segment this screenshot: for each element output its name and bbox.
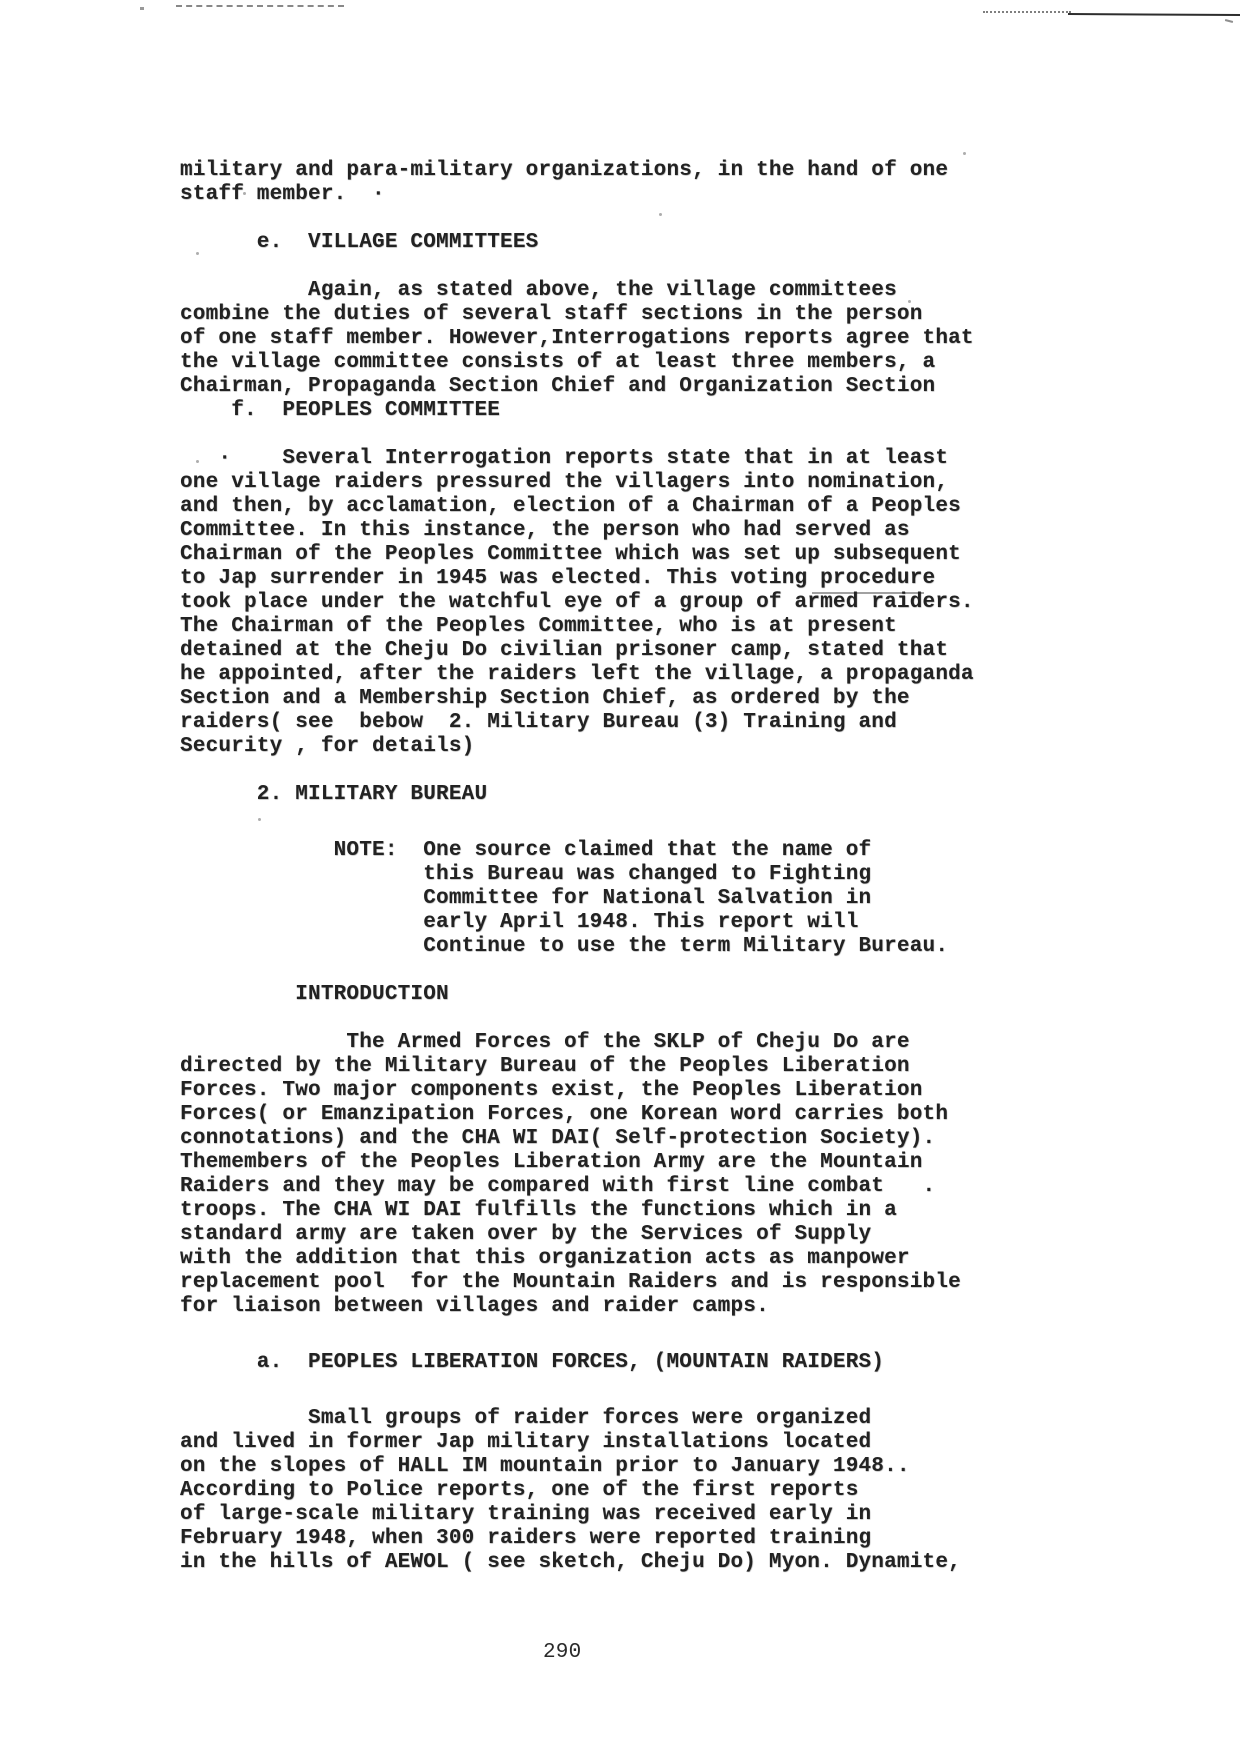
text-line: on the slopes of HALL IM mountain prior to January 1948.. <box>180 1455 910 1478</box>
introduction-paragraph <box>180 1031 961 1319</box>
text-line: e. VILLAGE COMMITTEES <box>180 231 539 254</box>
text-line: connotations) and the CHA WI DAI( Self-protection Society). <box>180 1127 936 1150</box>
text-line: Committee for National Salvation in <box>180 887 872 910</box>
text-line: standard army are taken over by the Services of Supply <box>180 1223 872 1246</box>
text-line: Raiders and they may be compared with first line combat . <box>180 1175 936 1198</box>
heading-introduction <box>180 983 449 1007</box>
text-line: of one staff member. However,Interrogations reports agree that <box>180 327 974 350</box>
text-line: detained at the Cheju Do civilian prisoner camp, stated that <box>180 639 949 662</box>
scan-artifact-solid-line <box>1068 13 1240 16</box>
text-line: INTRODUCTION <box>180 983 449 1006</box>
text-line: raiders( see bebow 2. Military Bureau (3) Training and <box>180 711 897 734</box>
opening-paragraph <box>180 159 948 207</box>
text-line: troops. The CHA WI DAI fulfills the functions which in a <box>180 1199 897 1222</box>
text-line: staff member. · <box>180 183 385 206</box>
text-line: f. PEOPLES COMMITTEE <box>180 399 501 422</box>
scan-artifact-dotted-line <box>983 11 1071 13</box>
text-line: military and para-military organizations, in the hand of one <box>180 159 949 182</box>
text-line: February 1948, when 300 raiders were reported training <box>180 1527 872 1550</box>
text-line: and then, by acclamation, election of a Chairman of a Peoples <box>180 495 961 518</box>
heading-village-committees <box>180 231 538 255</box>
heading-peoples-liberation-forces <box>180 1351 884 1375</box>
text-line: combine the duties of several staff sections in the person <box>180 303 923 326</box>
text-line: 2. MILITARY BUREAU <box>180 783 488 806</box>
text-line: Small groups of raider forces were organized <box>180 1407 872 1430</box>
page-number: 290 <box>543 1641 582 1664</box>
text-line: Continue to use the term Military Bureau. <box>180 935 949 958</box>
peoples-committee-paragraph <box>180 447 974 759</box>
text-line: Section and a Membership Section Chief, as ordered by the <box>180 687 910 710</box>
scan-speckle <box>659 213 662 216</box>
scan-artifact-tick <box>1225 19 1233 23</box>
text-line: Forces. Two major components exist, the Peoples Liberation <box>180 1079 923 1102</box>
scan-speckle <box>963 152 966 155</box>
scan-speckle <box>258 818 261 821</box>
text-line: Committee. In this instance, the person who had served as <box>180 519 910 542</box>
text-line: and lived in former Jap military installations located <box>180 1431 872 1454</box>
text-line: Chairman of the Peoples Committee which was set up subsequent <box>180 543 961 566</box>
text-line: NOTE: One source claimed that the name of <box>180 839 872 862</box>
text-line: of large-scale military training was received early in <box>180 1503 872 1526</box>
text-line: The Armed Forces of the SKLP of Cheju Do are <box>180 1031 910 1054</box>
text-line: The Chairman of the Peoples Committee, who is at present <box>180 615 897 638</box>
text-line: this Bureau was changed to Fighting <box>180 863 872 886</box>
text-line: Security , for details) <box>180 735 475 758</box>
text-line: in the hills of AEWOL ( see sketch, Cheju Do) Myon. Dynamite, <box>180 1551 961 1574</box>
text-line: According to Police reports, one of the first reports <box>180 1479 859 1502</box>
text-line: early April 1948. This report will <box>180 911 859 934</box>
heading-military-bureau <box>180 783 487 807</box>
mountain-raiders-paragraph <box>180 1407 961 1575</box>
text-line: Themembers of the Peoples Liberation Army are the Mountain <box>180 1151 923 1174</box>
text-line: replacement pool for the Mountain Raiders and is responsible <box>180 1271 961 1294</box>
text-line: with the addition that this organization acts as manpower <box>180 1247 910 1270</box>
text-line: Forces( or Emanzipation Forces, one Korean word carries both <box>180 1103 949 1126</box>
text-line: for liaison between villages and raider camps. <box>180 1295 769 1318</box>
text-line: to Jap surrender in 1945 was elected. This voting procedure <box>180 567 936 590</box>
text-line: a. PEOPLES LIBERATION FORCES, (MOUNTAIN RAIDERS) <box>180 1351 885 1374</box>
village-committees-paragraph <box>180 279 974 423</box>
text-line: took place under the watchful eye of a group of armed raiders. <box>180 591 974 614</box>
text-line: the village committee consists of at least three members, a <box>180 351 936 374</box>
text-line: one village raiders pressured the villagers into nomination, <box>180 471 949 494</box>
text-line: he appointed, after the raiders left the village, a propaganda <box>180 663 974 686</box>
text-line: directed by the Military Bureau of the Peoples Liberation <box>180 1055 910 1078</box>
note-block <box>180 839 948 959</box>
scan-artifact-dot <box>140 7 144 10</box>
text-line: · Several Interrogation reports state that in at least <box>180 447 949 470</box>
scan-artifact-dashed-line <box>176 5 344 7</box>
text-line: Chairman, Propaganda Section Chief and Organization Section <box>180 375 936 398</box>
text-line: Again, as stated above, the village committees <box>180 279 897 302</box>
